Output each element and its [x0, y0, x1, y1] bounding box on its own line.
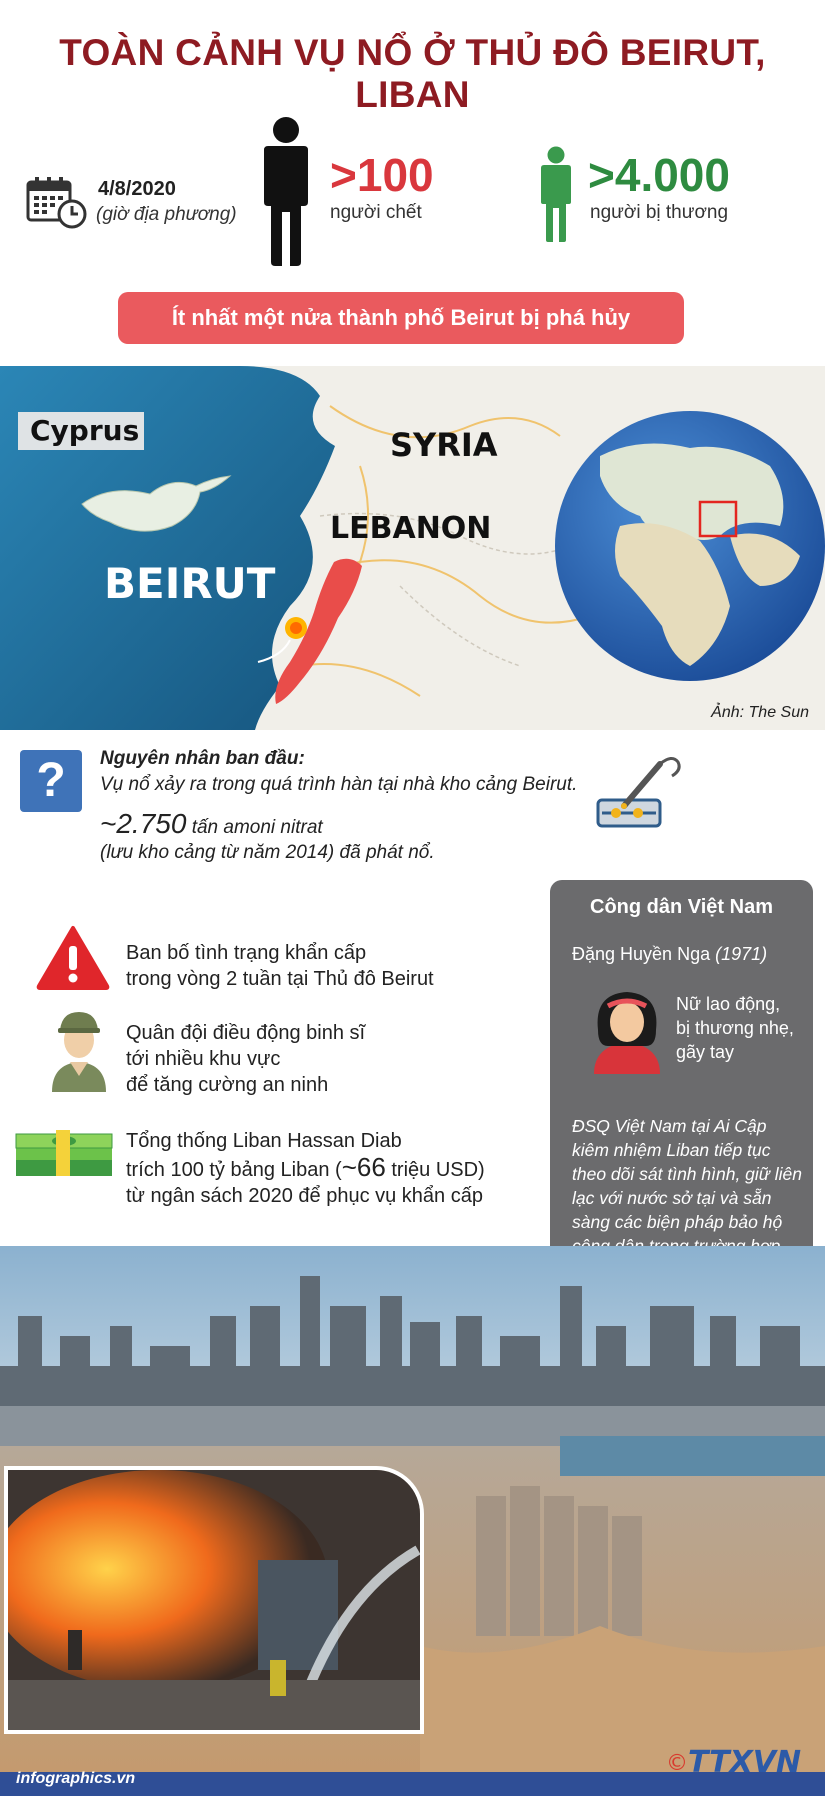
deaths-label: người chết	[330, 202, 422, 223]
page-title: TOÀN CẢNH VỤ NỔ Ở THỦ ĐÔ BEIRUT, LIBAN	[59, 32, 766, 115]
calendar-clock-icon	[26, 174, 88, 230]
person-icon	[256, 116, 316, 266]
deaths-count: >100	[330, 149, 434, 201]
amount-unit: tấn amoni nitrat	[186, 817, 323, 838]
action-army: Quân đội điều động binh sĩ tới nhiều khu vực để tăng cường an ninh	[126, 1022, 366, 1096]
event-date: 4/8/2020	[98, 178, 176, 200]
citizen-status: Nữ lao động, bị thương nhẹ, gãy tay	[676, 994, 794, 1062]
firefighting-image	[8, 1470, 424, 1734]
amount-value: ~2.750	[100, 808, 187, 839]
cause-description: Vụ nổ xảy ra trong quá trình hàn tại nhà kho cảng Beirut.	[100, 774, 578, 795]
injured-label: người bị thương	[590, 202, 729, 223]
footer-site[interactable]: infographics.vn	[16, 1770, 136, 1787]
label-syria: SYRIA	[390, 426, 498, 464]
money-icon	[14, 1126, 114, 1178]
citizen-name: Đặng Huyền Nga (1971)	[572, 944, 768, 964]
soldier-icon	[46, 1006, 112, 1092]
ttxvn-logo	[666, 1740, 816, 1780]
destruction-banner: Ít nhất một nửa thành phố Beirut bị phá hủy	[118, 292, 684, 344]
label-cyprus: Cyprus	[30, 414, 140, 447]
label-lebanon: LEBANON	[330, 511, 492, 546]
cause-title: Nguyên nhân ban đầu:	[100, 748, 305, 769]
warning-icon	[36, 924, 110, 990]
action-emergency: Ban bố tình trạng khẩn cấp trong vòng 2 tuần tại Thủ đô Beirut	[126, 942, 434, 990]
globe-icon	[555, 411, 825, 681]
embassy-note: ĐSQ Việt Nam tại Ai Cập kiêm nhiệm Liban tiếp tục theo dõi sát tình hình, giữ liên lạc với nước sở tại và sẵn sàng các biện pháp bảo hộ	[572, 1116, 802, 1232]
photo-credit: Ảnh: The Sun	[711, 704, 809, 721]
label-beirut: BEIRUT	[104, 559, 276, 608]
question-icon: ?	[20, 750, 82, 812]
action-budget: Tổng thống Liban Hassan Diab trích 100 tỷ bảng Liban (~66 triệu USD) từ ngân sách 2020 để phục vụ khẩn cấp	[126, 1130, 485, 1207]
svg-text:©: ©	[666, 1751, 688, 1776]
amount-line	[100, 808, 323, 840]
storage-note: (lưu kho cảng từ năm 2014) đã phát nổ.	[100, 842, 435, 863]
woman-avatar-icon	[580, 980, 674, 1074]
vietnamese-citizen-box	[550, 880, 813, 1304]
fire-photo	[4, 1466, 424, 1734]
citizen-box-title: Công dân Việt Nam	[590, 896, 773, 918]
person-icon-green	[536, 146, 576, 242]
injured-count: >4.000	[588, 149, 730, 201]
svg-text:TTXVN: TTXVN	[688, 1745, 802, 1780]
event-date-note: (giờ địa phương)	[96, 204, 237, 225]
region-map	[0, 366, 825, 730]
explosion-icon	[285, 617, 307, 639]
welding-icon	[594, 750, 684, 834]
